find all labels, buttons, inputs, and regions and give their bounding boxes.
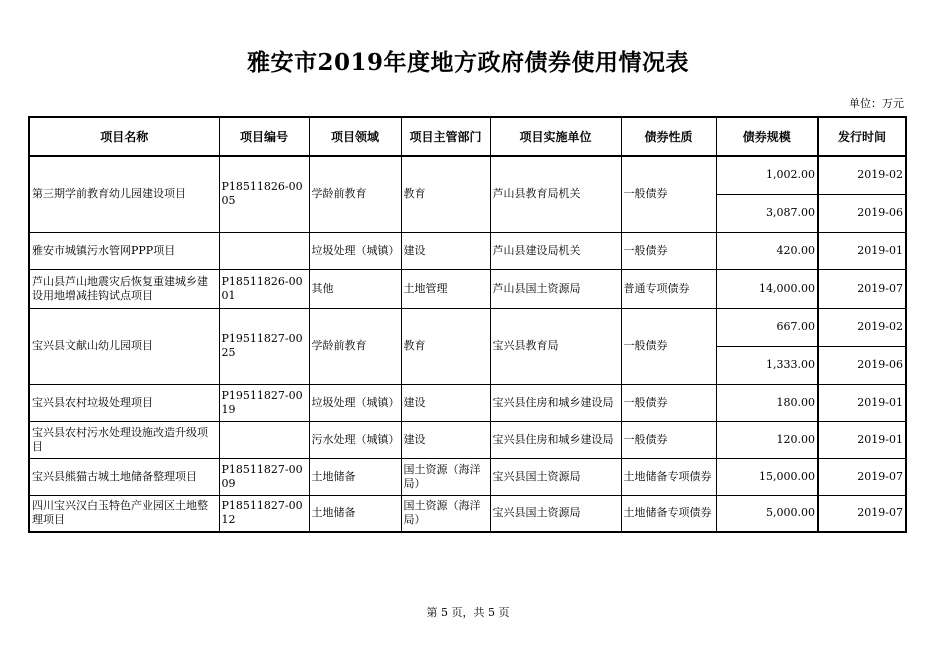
project-name-cell: 四川宝兴汉白玉特色产业园区土地整理项目 [29,495,219,532]
table-header-row [29,117,906,156]
table-row [29,495,906,532]
project-unit-cell: 芦山县教育局机关 [490,156,621,232]
column-header: 项目主管部门 [401,117,490,156]
project-dept-cell: 国土资源（海洋局） [401,495,490,532]
bond-nature-cell: 土地储备专项债券 [621,495,716,532]
bond-amount-cell: 180.00 [716,384,818,421]
bond-nature-cell: 一般债券 [621,421,716,458]
bond-amount-cell: 667.00 [716,308,818,346]
column-header: 发行时间 [818,117,906,156]
project-field-cell: 其他 [309,269,401,308]
issue-date-cell: 2019-06 [818,346,906,384]
project-name-cell: 宝兴县熊猫古城土地储备整理项目 [29,458,219,495]
project-unit-cell: 宝兴县国土资源局 [490,458,621,495]
column-header: 项目领域 [309,117,401,156]
bond-amount-cell: 15,000.00 [716,458,818,495]
project-code-cell: P19511827-0025 [219,308,309,384]
project-dept-cell: 建设 [401,232,490,269]
project-code-cell [219,421,309,458]
issue-date-cell: 2019-01 [818,384,906,421]
column-header: 项目实施单位 [490,117,621,156]
page-number: 第 5 页，共 5 页 [426,606,510,619]
table-row [29,232,906,269]
project-name-cell: 第三期学前教育幼儿园建设项目 [29,156,219,232]
table-row [29,269,906,308]
project-code-cell [219,232,309,269]
project-field-cell: 垃圾处理（城镇） [309,384,401,421]
project-unit-cell: 宝兴县国土资源局 [490,495,621,532]
unit-label: 单位：万元 [849,97,904,110]
bond-amount-cell: 5,000.00 [716,495,818,532]
issue-date-cell: 2019-01 [818,421,906,458]
project-dept-cell: 建设 [401,421,490,458]
table-row [29,308,906,346]
table-row [29,458,906,495]
project-dept-cell: 国土资源（海洋局） [401,458,490,495]
project-unit-cell: 芦山县建设局机关 [490,232,621,269]
bond-amount-cell: 3,087.00 [716,194,818,232]
project-name-cell: 宝兴县农村污水处理设施改造升级项目 [29,421,219,458]
project-field-cell: 污水处理（城镇） [309,421,401,458]
project-field-cell: 土地储备 [309,495,401,532]
project-unit-cell: 宝兴县住房和城乡建设局 [490,384,621,421]
bond-amount-cell: 420.00 [716,232,818,269]
issue-date-cell: 2019-06 [818,194,906,232]
project-code-cell: P18511827-0009 [219,458,309,495]
project-unit-cell: 宝兴县教育局 [490,308,621,384]
table-row [29,156,906,194]
project-dept-cell: 建设 [401,384,490,421]
bond-nature-cell: 一般债券 [621,232,716,269]
issue-date-cell: 2019-07 [818,269,906,308]
bond-amount-cell: 1,002.00 [716,156,818,194]
project-name-cell: 芦山县芦山地震灾后恢复重建城乡建设用地增减挂钩试点项目 [29,269,219,308]
project-code-cell: P18511826-0001 [219,269,309,308]
project-field-cell: 学龄前教育 [309,308,401,384]
bond-nature-cell: 一般债券 [621,308,716,384]
column-header: 项目名称 [29,117,219,156]
column-header: 债券性质 [621,117,716,156]
project-code-cell: P19511827-0019 [219,384,309,421]
table-row [29,421,906,458]
project-dept-cell: 教育 [401,308,490,384]
project-unit-cell: 宝兴县住房和城乡建设局 [490,421,621,458]
project-code-cell: P18511827-0012 [219,495,309,532]
table-row [29,384,906,421]
project-field-cell: 土地储备 [309,458,401,495]
project-dept-cell: 教育 [401,156,490,232]
column-header: 债券规模 [716,117,818,156]
page-title: 雅安市2019年度地方政府债券使用情况表 [246,49,689,76]
project-name-cell: 雅安市城镇污水管网PPP项目 [29,232,219,269]
bond-amount-cell: 120.00 [716,421,818,458]
project-dept-cell: 土地管理 [401,269,490,308]
project-name-cell: 宝兴县农村垃圾处理项目 [29,384,219,421]
bond-usage-table [28,116,907,533]
bond-nature-cell: 土地储备专项债券 [621,458,716,495]
project-code-cell: P18511826-0005 [219,156,309,232]
column-header: 项目编号 [219,117,309,156]
issue-date-cell: 2019-02 [818,308,906,346]
project-field-cell: 学龄前教育 [309,156,401,232]
project-field-cell: 垃圾处理（城镇） [309,232,401,269]
issue-date-cell: 2019-01 [818,232,906,269]
issue-date-cell: 2019-07 [818,495,906,532]
bond-nature-cell: 一般债券 [621,156,716,232]
issue-date-cell: 2019-02 [818,156,906,194]
project-unit-cell: 芦山县国土资源局 [490,269,621,308]
project-name-cell: 宝兴县文献山幼儿园项目 [29,308,219,384]
bond-nature-cell: 一般债券 [621,384,716,421]
issue-date-cell: 2019-07 [818,458,906,495]
bond-amount-cell: 1,333.00 [716,346,818,384]
bond-nature-cell: 普通专项债券 [621,269,716,308]
bond-amount-cell: 14,000.00 [716,269,818,308]
